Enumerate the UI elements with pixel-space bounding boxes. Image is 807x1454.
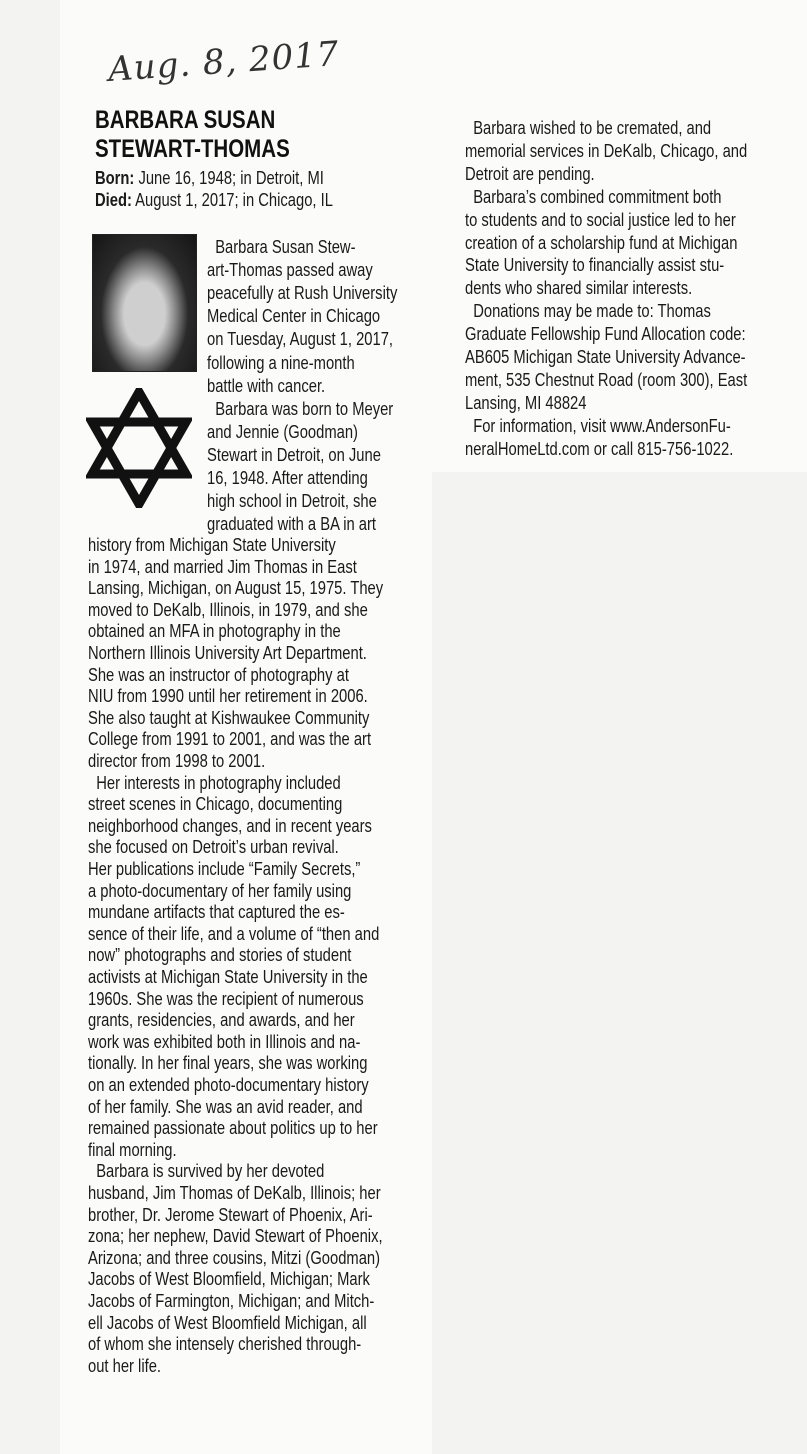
right-column-text-line: Graduate Fellowship Fund Allocation code: (465, 324, 746, 345)
body-text-line: high school in Detroit, she (207, 491, 377, 512)
right-column-text-line: neralHomeLtd.com or call 815-756-1022. (465, 438, 734, 459)
body-text-line: she focused on Detroit’s urban revival. (88, 837, 339, 858)
body-text-line: on Tuesday, August 1, 2017, (207, 329, 394, 350)
handwritten-date: Aug. 8, 2017 (106, 33, 341, 91)
body-text-line: 1960s. She was the recipient of numerous (88, 988, 364, 1009)
born-label: Born: (95, 168, 135, 188)
body-text-line: out her life. (88, 1355, 162, 1376)
body-text-line: of whom she intensely cherished through- (88, 1334, 362, 1355)
body-text-line: grants, residencies, and awards, and her (88, 1010, 355, 1031)
right-column-text-line: ment, 535 Chestnut Road (room 300), East (465, 369, 748, 390)
body-text-line: work was exhibited both in Illinois and na- (88, 1031, 361, 1052)
body-text-line: Medical Center in Chicago (207, 306, 381, 327)
right-column-text-line: Lansing, MI 48824 (465, 392, 587, 413)
body-text-line: following a nine-month (207, 352, 355, 373)
body-text-line: a photo-documentary of her family using (88, 880, 352, 901)
body-text-line: peacefully at Rush University (207, 283, 398, 304)
deceased-name-line1: BARBARA SUSAN (95, 106, 276, 134)
body-text-line: final morning. (88, 1139, 177, 1160)
body-text-line: She was an instructor of photography at (88, 664, 349, 685)
body-text-line: ell Jacobs of West Bloomfield Michigan, all (88, 1312, 367, 1333)
body-text-line: street scenes in Chicago, documenting (88, 794, 343, 815)
body-text-line: graduated with a BA in art (207, 514, 377, 535)
body-text-line: Northern Illinois University Art Department. (88, 643, 367, 663)
body-text-line: history from Michigan State University (88, 535, 336, 555)
body-text-line: Arizona; and three cousins, Mitzi (Goodman) (88, 1247, 381, 1268)
portrait-photo (92, 234, 197, 372)
body-text-line: zona; her nephew, David Stewart of Phoenix, (88, 1226, 383, 1247)
body-text-line: NIU from 1990 until her retirement in 2006. (88, 686, 368, 707)
body-text-line: College from 1991 to 2001, and was the art (88, 729, 372, 750)
born-value: June 16, 1948; in Detroit, MI (134, 168, 324, 188)
body-text-line: art-Thomas passed away (207, 260, 373, 281)
body-text-line: battle with cancer. (207, 375, 326, 396)
body-text-line: of her family. She was an avid reader, and (88, 1096, 363, 1117)
right-column-text-line: memorial services in DeKalb, Chicago, and (465, 140, 748, 161)
body-text-line: Jacobs of Farmington, Michigan; and Mitch- (88, 1291, 375, 1311)
right-column-text-line: Donations may be made to: Thomas (465, 301, 711, 322)
body-text-line: Her publications include “Family Secrets,” (88, 859, 361, 879)
right-column-text-line: dents who shared similar interests. (465, 278, 693, 299)
right-column-text-line: State University to financially assist stu- (465, 255, 725, 276)
died-line (95, 190, 333, 211)
body-text-line: She also taught at Kishwaukee Community (88, 707, 370, 728)
body-text-line: Jacobs of West Bloomfield, Michigan; Mark (88, 1269, 370, 1290)
body-text-line: Stewart in Detroit, on June (207, 444, 381, 465)
star-of-david-icon (86, 388, 192, 508)
body-text-line: in 1974, and married Jim Thomas in East (88, 556, 357, 577)
body-text-line: tionally. In her final years, she was working (88, 1053, 368, 1074)
body-text-line: obtained an MFA in photography in the (88, 621, 341, 642)
body-text-line: and Jennie (Goodman) (207, 421, 358, 442)
body-text-line: Barbara is survived by her devoted (88, 1161, 325, 1182)
body-text-line: neighborhood changes, and in recent years (88, 815, 372, 836)
body-text-line: husband, Jim Thomas of DeKalb, Illinois; her (88, 1183, 381, 1203)
right-column-text-line: For information, visit www.AndersonFu- (465, 415, 731, 436)
body-text-line: Her interests in photography included (88, 772, 341, 793)
died-value: August 1, 2017; in Chicago, IL (131, 190, 333, 210)
body-text-line: brother, Dr. Jerome Stewart of Phoenix, Ari- (88, 1204, 373, 1225)
body-text-line: sence of their life, and a volume of “then and (88, 923, 380, 944)
right-column-text-line: Detroit are pending. (465, 163, 595, 184)
born-line (95, 168, 324, 189)
died-label: Died: (95, 190, 132, 210)
body-text-line: activists at Michigan State University in the (88, 967, 368, 987)
body-text-line: 16, 1948. After attending (207, 468, 368, 488)
body-text-line: now” photographs and stories of student (88, 945, 352, 966)
body-text-line: Barbara was born to Meyer (207, 398, 394, 419)
right-column-text-line: Barbara wished to be cremated, and (465, 118, 712, 138)
body-text-line: Lansing, Michigan, on August 15, 1975. They (88, 578, 384, 599)
right-column-text-line: Barbara’s combined commitment both (465, 186, 722, 207)
body-text-line: director from 1998 to 2001. (88, 751, 266, 771)
body-text-line: mundane artifacts that captured the es- (88, 902, 345, 923)
body-text-line: Barbara Susan Stew- (207, 237, 356, 257)
right-column-text-line: AB605 Michigan State University Advance- (465, 347, 746, 367)
right-column-text-line: creation of a scholarship fund at Michigan (465, 232, 738, 253)
deceased-name-line2: STEWART-THOMAS (95, 135, 290, 163)
body-text-line: remained passionate about politics up to her (88, 1118, 378, 1139)
body-text-line: moved to DeKalb, Illinois, in 1979, and she (88, 599, 368, 620)
right-column-text-line: to students and to social justice led to her (465, 209, 736, 230)
body-text-line: on an extended photo-documentary history (88, 1075, 369, 1095)
